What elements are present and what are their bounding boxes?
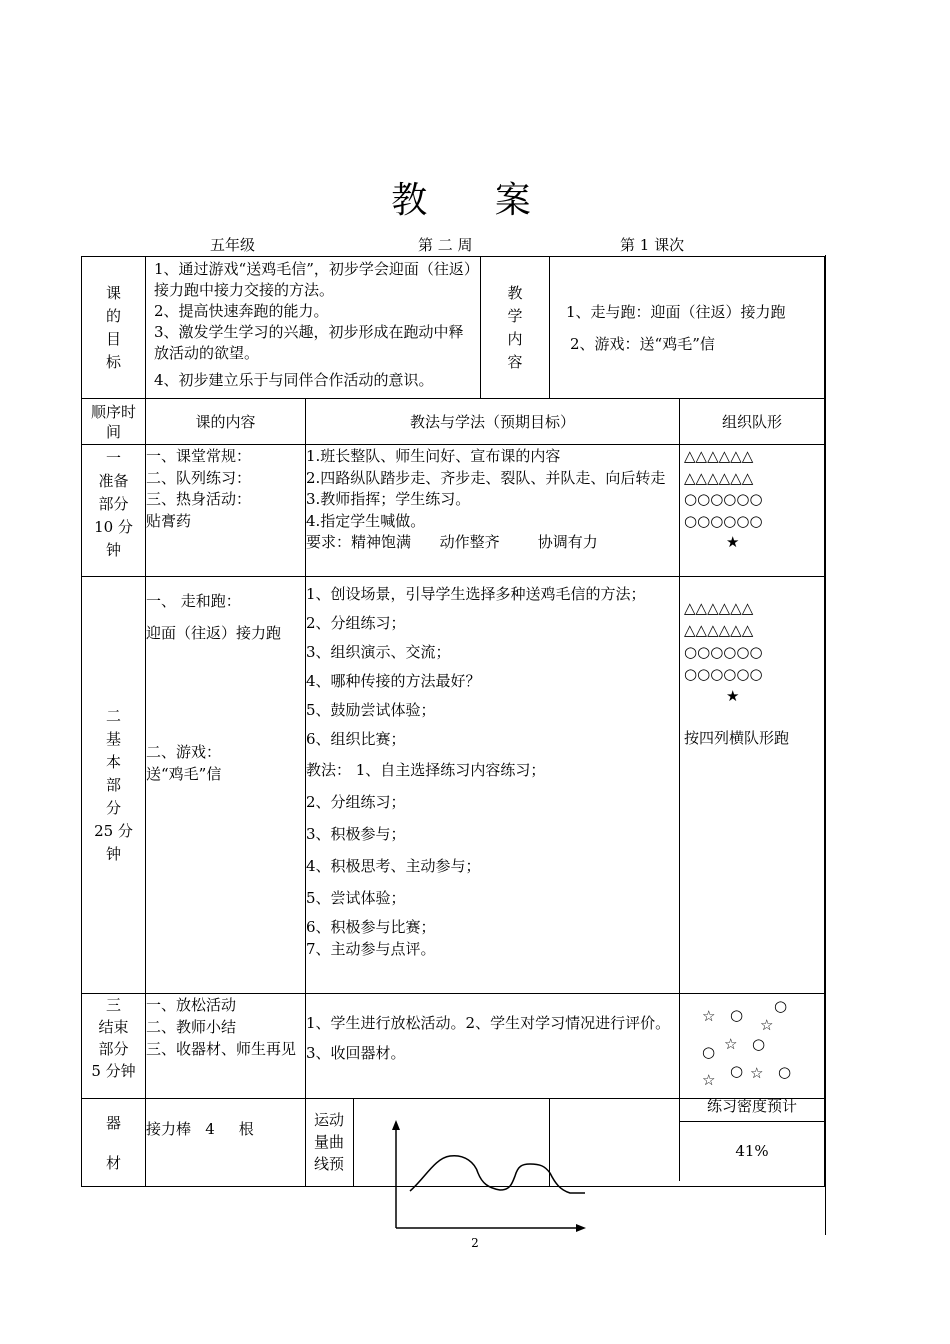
lesson-plan-table: [81, 256, 825, 1187]
content-label-char: 教: [507, 283, 523, 302]
closing-label: 三 结束 部分 5 分钟: [82, 994, 146, 1099]
content-header: 课的内容: [146, 399, 306, 445]
objectives-row: [82, 257, 825, 399]
formation-row-circles: ○○○○○○: [684, 643, 763, 661]
closing-row: [82, 994, 825, 1099]
student-circle-icon: ○: [752, 1035, 766, 1053]
margin-rule: [825, 255, 826, 1235]
content-label-char: 学: [507, 306, 523, 325]
formation-header: 组织队形: [680, 399, 825, 445]
student-star-icon: ☆: [750, 1064, 764, 1082]
preparation-formation: [680, 445, 825, 577]
student-circle-icon: ○: [730, 1062, 744, 1080]
density-label: 练习密度预计: [680, 1093, 824, 1122]
basic-label: 二 基 本 部 分 25 分 钟: [82, 577, 146, 994]
equipment-text: 接力棒 4 根: [146, 1099, 306, 1187]
column-header-row: [82, 399, 825, 445]
objectives-list: [146, 257, 481, 399]
objective-item: 4、初步建立乐于与同伴合作活动的意识。: [154, 371, 434, 389]
page-number: 2: [471, 1236, 479, 1250]
equipment-label: 器 材: [82, 1099, 146, 1187]
basic-method: 1、创设场景，引导学生选择多种送鸡毛信的方法； 2、分组练习； 3、组织演示、交流； 4、哪种传接的方法最好？ 5、鼓励尝试体验； 6、组织比赛； 教法： 1、自主选择练习内容练习； 2、分组练习； 3、积极参与； 4、积极思考、主动参与； 5、尝试体验； 6、积极参与比赛； 7、主动参与点评。: [306, 577, 680, 994]
teaching-content-label: [481, 257, 550, 399]
order-time-header: 顺序时间: [82, 399, 146, 445]
exercise-curve-label: 运动量曲线预: [306, 1099, 354, 1186]
student-star-icon: ☆: [702, 1007, 716, 1025]
preparation-method: 1.班长整队、师生问好、宣布课的内容 2.四路纵队踏步走、齐步走、裂队、并队走、向后转走 3.教师指挥；学生练习。 4.指定学生喊做。 要求：精神饱满 动作整齐 协调有力: [306, 445, 680, 577]
page-title: 教 案: [391, 180, 559, 221]
objectives-label-char: 的: [105, 306, 121, 325]
scattered-formation: [680, 994, 825, 1099]
y-axis-arrow-icon: [392, 1120, 400, 1130]
formation-note: 按四列横队形跑: [684, 729, 790, 747]
student-star-icon: ☆: [760, 1016, 774, 1034]
objective-item: 2、提高快速奔跑的能力。: [154, 302, 329, 320]
objective-item: 1、通过游戏“送鸡毛信”，初步学会迎面（往返）接力跑中接力交接的方法。: [154, 260, 472, 299]
basic-row: [82, 577, 825, 994]
basic-content: 一、 走和跑： 迎面（往返）接力跑 二、游戏： 送“鸡毛”信: [146, 577, 306, 994]
grade-label: 五年级: [210, 236, 256, 254]
formation-row-triangles: △△△△△△: [684, 621, 754, 639]
formation-row-circles: ○○○○○○: [684, 511, 763, 530]
scattered-formation-diagram: [680, 994, 824, 1094]
objectives-label-char: 标: [105, 352, 121, 371]
preparation-content: 一、课堂常规： 二、队列练习： 三、热身活动： 贴膏药: [146, 445, 306, 577]
formation-row-triangles: △△△△△△: [684, 447, 754, 465]
student-circle-icon: ○: [774, 997, 788, 1015]
objective-item: 3、激发学生学习的兴趣，初步形成在跑动中释放活动的欲望。: [154, 323, 464, 362]
teaching-content-list: [550, 257, 825, 399]
teacher-star-icon: ★: [726, 687, 740, 705]
density-value: 41%: [735, 1142, 769, 1160]
formation-row-triangles: △△△△△△: [684, 468, 754, 487]
objectives-label-char: 课: [105, 283, 121, 302]
formation-row-circles: ○○○○○○: [684, 490, 763, 508]
student-circle-icon: ○: [778, 1063, 792, 1081]
formation-row-circles: ○○○○○○: [684, 665, 763, 683]
formation-row-triangles: △△△△△△: [684, 599, 754, 617]
content-item: 1、走与跑：迎面（往返）接力跑: [566, 302, 786, 321]
week-label: 第 二 周: [418, 236, 473, 254]
closing-content: 一、放松活动 二、教师小结 三、收器材、师生再见: [146, 994, 306, 1099]
preparation-row: [82, 445, 825, 577]
content-label-char: 容: [507, 352, 523, 371]
basic-formation: [680, 577, 825, 994]
student-circle-icon: ○: [702, 1043, 716, 1061]
x-axis-arrow-icon: [576, 1224, 586, 1232]
content-label-char: 内: [507, 329, 523, 348]
closing-method: 1、学生进行放松活动。2、学生对学习情况进行评价。 3、收回器材。: [306, 994, 680, 1099]
student-star-icon: ☆: [702, 1071, 716, 1089]
student-star-icon: ☆: [724, 1035, 738, 1053]
density-box: [679, 1093, 824, 1181]
method-header: 教法与学法（预期目标）: [306, 399, 680, 445]
teacher-star-icon: ★: [726, 533, 740, 551]
exercise-load-curve: [380, 1118, 600, 1242]
preparation-label: 一 准备 部分 10 分 钟: [82, 445, 146, 577]
student-circle-icon: ○: [730, 1006, 744, 1024]
objectives-label-char: 目: [105, 329, 121, 348]
curve-line: [410, 1156, 585, 1193]
content-item: 2、游戏：送“鸡毛”信: [570, 334, 715, 353]
lesson-number-label: 第 1 课次: [620, 236, 685, 254]
objectives-label: [82, 257, 146, 399]
